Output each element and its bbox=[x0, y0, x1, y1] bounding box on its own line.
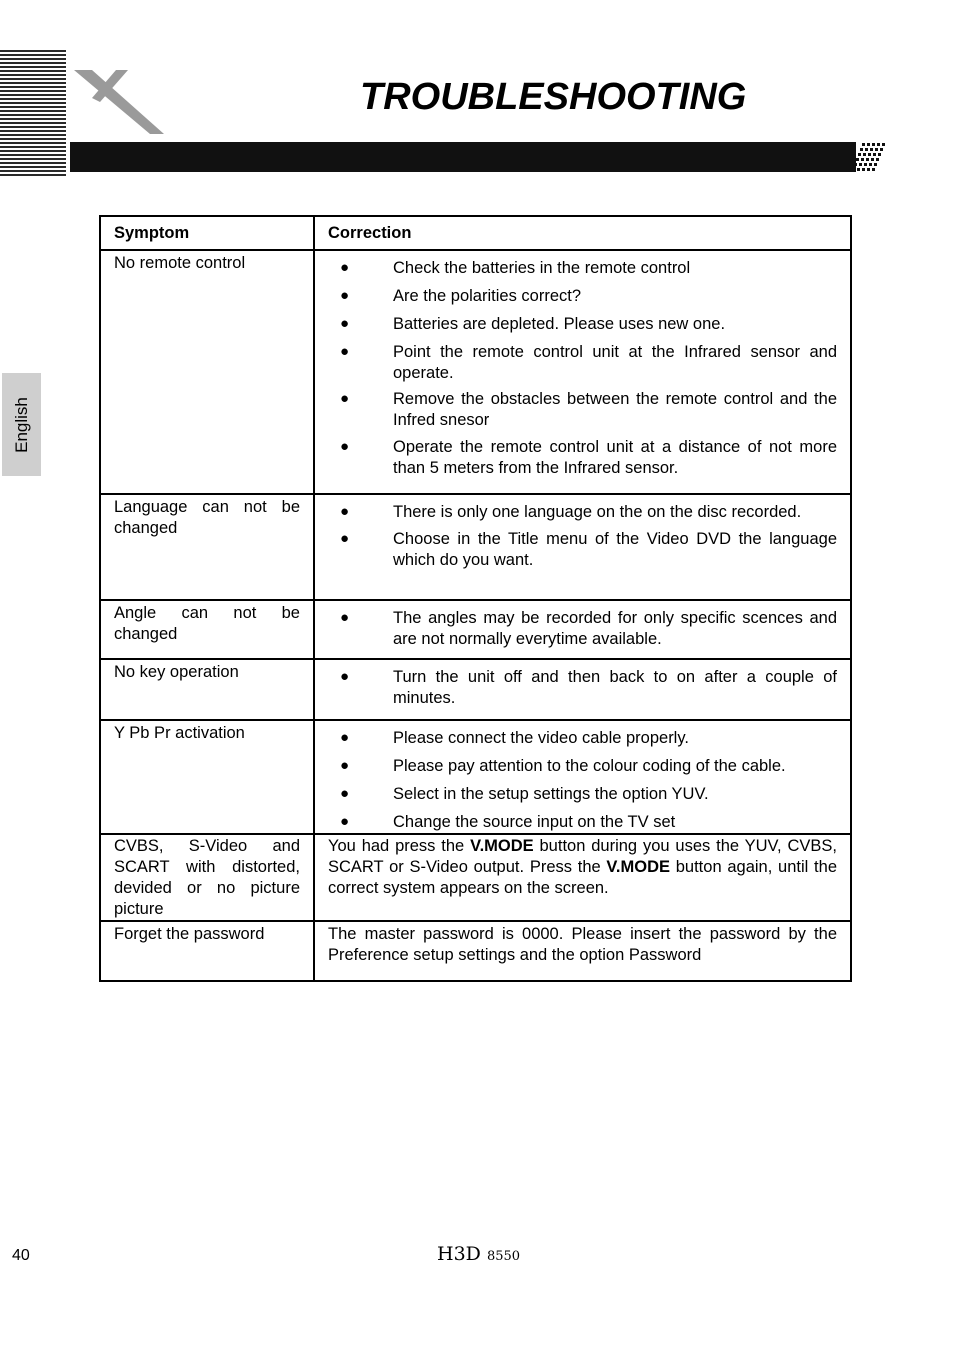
page-title: TROUBLESHOOTING bbox=[360, 76, 747, 118]
language-tab bbox=[2, 373, 41, 476]
list-item: ● Point the remote control unit at the Infrared sensor and operate. bbox=[340, 343, 837, 382]
list-item: ● There is only one language on the on the disc recorded. bbox=[340, 503, 802, 521]
page-number: 40 bbox=[12, 1247, 30, 1264]
x-logo-icon bbox=[66, 62, 166, 136]
symptom-cell: CVBS, S-Video and SCART with distorted, devided or no picture picture bbox=[100, 834, 314, 921]
symptom-cell: No remote control bbox=[100, 250, 314, 494]
symptom-cell: Forget the password bbox=[100, 921, 314, 981]
list-item: ● Check the batteries in the remote control bbox=[340, 259, 691, 277]
list-item: ● Turn the unit off and then back to on after a couple of minutes. bbox=[340, 668, 837, 707]
language-tab-label: English bbox=[11, 396, 31, 453]
list-item: ● The angles may be recorded for only specific scences and are not normally everytime available. bbox=[340, 609, 837, 648]
correction-cell bbox=[314, 600, 851, 659]
model-name: H3D 8550 bbox=[437, 1243, 521, 1265]
table-row bbox=[100, 720, 851, 834]
table-row bbox=[100, 250, 851, 494]
list-item: ● Select in the setup settings the option YUV. bbox=[340, 785, 709, 803]
list-item: ● Choose in the Title menu of the Video DVD the language which do you want. bbox=[340, 530, 837, 569]
symptom-cell: Language can not be changed bbox=[100, 494, 314, 600]
symptom-cell: No key operation bbox=[100, 659, 314, 720]
symptom-header: Symptom bbox=[100, 216, 314, 250]
troubleshooting-table bbox=[99, 215, 852, 982]
correction-cell: The master password is 0000. Please insert the password by the Preference setup settings and the option Password bbox=[314, 921, 851, 981]
list-item: ● Change the source input on the TV set bbox=[340, 813, 676, 831]
table-header-row bbox=[100, 216, 851, 250]
table-row bbox=[100, 659, 851, 720]
correction-cell bbox=[314, 659, 851, 720]
list-item: ● Remove the obstacles between the remote control and the Infred snesor bbox=[340, 390, 837, 429]
header-bar-dots bbox=[850, 140, 890, 174]
correction-cell bbox=[314, 250, 851, 494]
table-row bbox=[100, 921, 851, 981]
symptom-cell: Angle can not be changed bbox=[100, 600, 314, 659]
list-item: ● Please connect the video cable properly. bbox=[340, 729, 689, 747]
correction-cell: You had press the V.MODE button during you uses the YUV, CVBS, SCART or S-Video output. Press the V.MODE button again, until the correct system appears on the screen. bbox=[314, 834, 851, 921]
header-stripes bbox=[0, 50, 66, 180]
list-item: ● Operate the remote control unit at a distance of not more than 5 meters from the Infrared sensor. bbox=[340, 438, 837, 477]
table-row bbox=[100, 494, 851, 600]
table-row bbox=[100, 834, 851, 921]
list-item: ● Batteries are depleted. Please uses new one. bbox=[340, 315, 726, 333]
list-item: ● Are the polarities correct? bbox=[340, 287, 582, 305]
correction-cell bbox=[314, 720, 851, 834]
list-item: ● Please pay attention to the colour coding of the cable. bbox=[340, 757, 786, 775]
table-row bbox=[100, 600, 851, 659]
header-bar bbox=[70, 142, 856, 172]
symptom-cell: Y Pb Pr activation bbox=[100, 720, 314, 834]
correction-cell bbox=[314, 494, 851, 600]
correction-header: Correction bbox=[314, 216, 851, 250]
